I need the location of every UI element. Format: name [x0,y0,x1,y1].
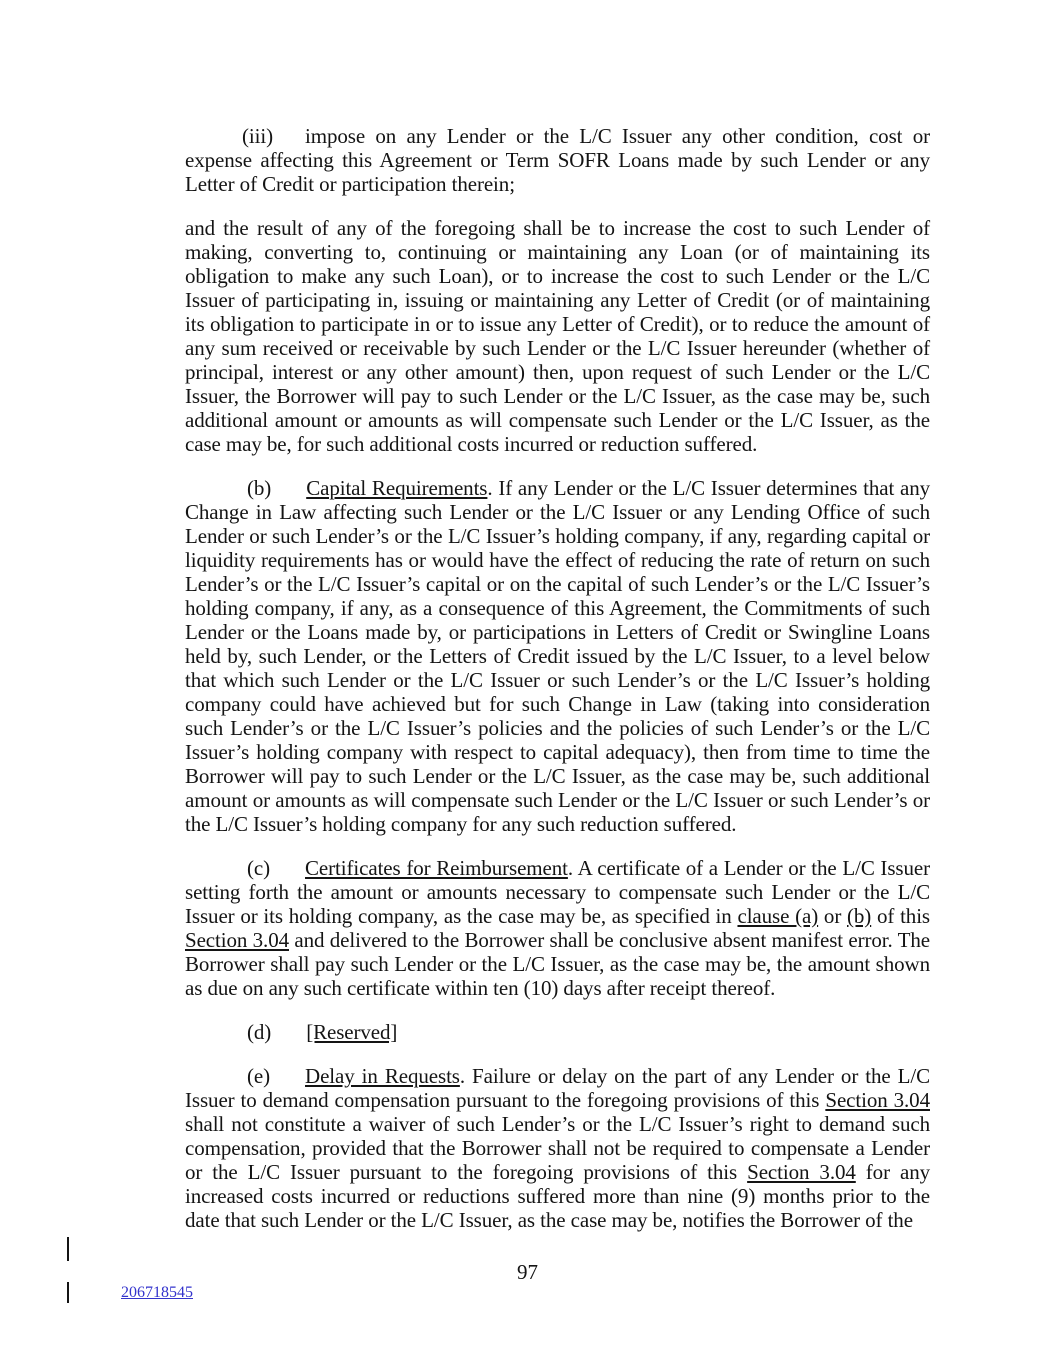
certificates-text: and delivered to the Borrower shall be conclusive absent manifest error. The Borrower shall pay such Lender or the L/C Issuer, as the case may be, the amount shown as due on any such certificate within ten (10) days after receipt thereof. [185,928,930,1000]
section-3-04-ref: Section 3.04 [185,928,289,952]
document-id-link[interactable]: 206718545 [121,1284,193,1301]
capital-requirements-paragraph [185,476,930,836]
clause-iii-text: impose on any Lender or the L/C Issuer any other condition, cost or expense affecting this Agreement or Term SOFR Loans made by such Lender or any Letter of Credit or participation therein; [185,124,930,196]
clause-iii-paragraph [185,124,930,196]
certificates-text: of this [871,904,931,928]
reserved-heading: [Reserved] [306,1020,398,1044]
delay-in-requests-paragraph [185,1064,930,1232]
certificates-text: or [818,904,848,928]
reserved-paragraph [185,1020,930,1044]
document-text-block [185,124,930,1252]
clause-iii-label: (iii) [242,124,273,148]
certificates-heading: Certificates for Reimbursement [305,856,568,880]
clause-e-label: (e) [247,1064,271,1088]
clause-b-ref: (b) [847,904,872,928]
page-number: 97 [517,1260,538,1284]
result-text: and the result of any of the foregoing shall be to increase the cost to such Lender of making, converting to, continuing or maintaining any Loan (or of maintaining its obligation to make any such Loan), or to increase the cost to such Lender or the L/C Issuer of participating in, issuing or maintaining any Letter of Credit (or of maintaining its obligation to participate in or to issue any Letter of Credit), or to reduce the amount of any sum received or receivable by such Lender or the L/C Issuer hereunder (whether of principal, interest or any other amount) then, upon request of such Lender or the L/C Issuer, the Borrower will pay to such Lender or the L/C Issuer, as the case may be, such additional amount or amounts as will compensate such Lender or the L/C Issuer, as the case may be, for such additional costs incurred or reduction suffered. [185,216,930,456]
capital-requirements-heading: Capital Requirements [306,476,488,500]
certificates-text: . A certificate of a Lender or the L/C Issuer setting forth the amount or amounts necessary to compensate such Lender or the L/C Issuer or its holding company, as the case may be, as specified in [185,856,930,928]
delay-text: . Failure or delay on the part of any Lender or the L/C Issuer to demand compensation pursuant to the foregoing provisions of this [185,1064,930,1112]
delay-in-requests-heading: Delay in Requests [305,1064,460,1088]
section-3-04-ref: Section 3.04 [747,1160,856,1184]
change-bar [67,1282,69,1303]
clause-c-label: (c) [247,856,271,880]
capital-requirements-text: . If any Lender or the L/C Issuer determines that any Change in Law affecting such Lender or the L/C Issuer or any Lending Office of such Lender or such Lender’s or the L/C Issuer’s holding company, if any, regarding capital or liquidity requirements has or would have the effect of reducing the rate of return on such Lender’s or the L/C Issuer’s capital or on the capital of such Lender’s or the L/C Issuer’s holding company, if any, as a consequence of this Agreement, the Commitments of such Lender or the Loans made by, or participations in Letters of Credit or Swingline Loans held by, such Lender, or the Letters of Credit issued by the L/C Issuer, to a level below that which such Lender or the L/C Issuer or such Lender’s or the L/C Issuer’s holding company could have achieved but for such Change in Law (taking into consideration such Lender’s or the L/C Issuer’s policies and the policies of such Lender’s or the L/C Issuer’s holding company with respect to capital adequacy), then from time to time the Borrower will pay to such Lender or the L/C Issuer, as the case may be, such additional amount or amounts as will compensate such Lender or the L/C Issuer or such Lender’s or the L/C Issuer’s holding company for any such reduction suffered. [185,476,930,836]
delay-text: for any increased costs incurred or reductions suffered more than nine (9) months prior to the date that such Lender or the L/C Issuer, as the case may be, notifies the Borrower of the [185,1160,930,1232]
result-paragraph [185,216,930,456]
section-3-04-ref: Section 3.04 [825,1088,930,1112]
clause-a-ref: clause (a) [737,904,819,928]
clause-d-label: (d) [247,1020,272,1044]
clause-b-label: (b) [247,476,272,500]
change-bar [67,1237,69,1261]
delay-text: shall not constitute a waiver of such Lender’s or the L/C Issuer’s right to demand such compensation, provided that the Borrower shall not be required to compensate a Lender or the L/C Issuer pursuant to the foregoing provisions of this [185,1112,930,1184]
certificates-paragraph [185,856,930,1000]
